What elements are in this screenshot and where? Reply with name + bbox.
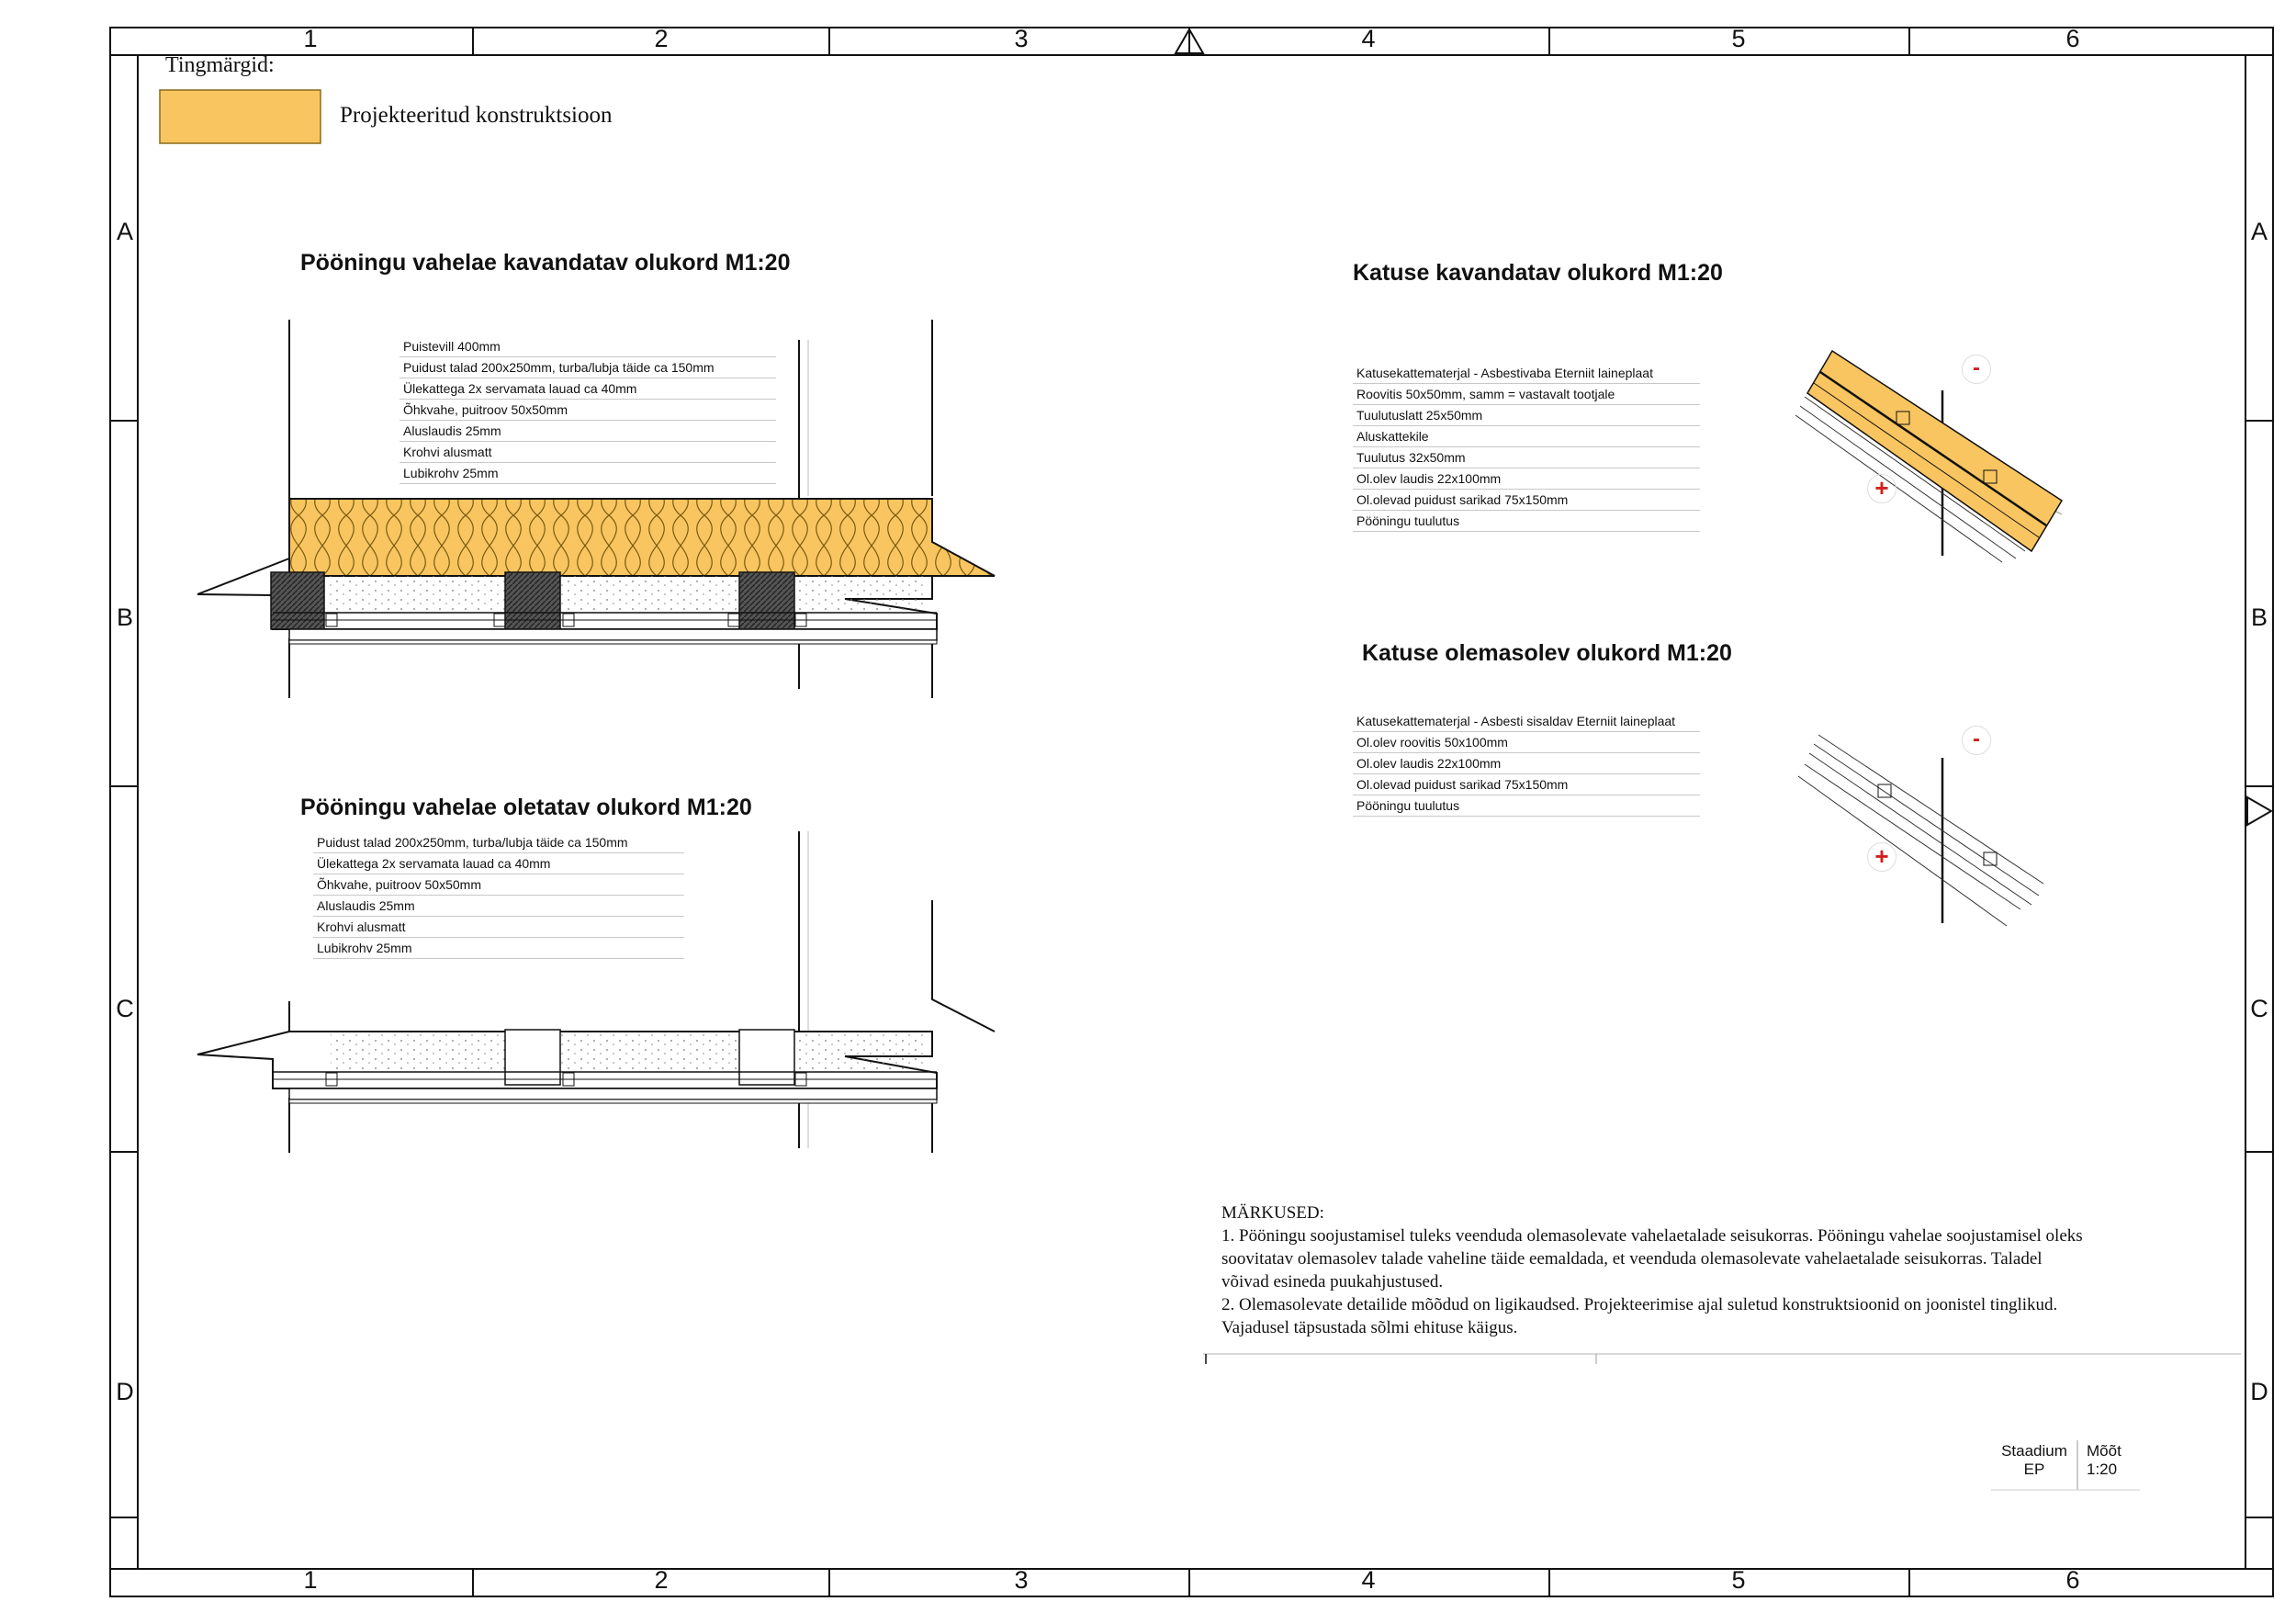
grid-col-bottom-4: 4 [1361, 1566, 1376, 1594]
stamp-stage-label: Staadium [2001, 1442, 2067, 1460]
roof-planned-title: Katuse kavandatav olukord M1:20 [1353, 260, 1723, 286]
grid-row-right-c: C [2250, 995, 2268, 1022]
notes-item-1: 1. Pööningu soojustamisel tuleks veenduda olemasolevate vahelaetalade seisukorras. Pööningu vahelae soojustamisel oleks soovitatav olemasolev talade vaheline täide eemaldada, et veenduda olemasolevate vahelaetalade seisukorras. Taladel võivad esineda puukahjustused. [1221, 1226, 2083, 1291]
layer-item: Katusekattematerjal - Asbesti sisaldav Eterniit laineplaat [1353, 711, 1700, 732]
layer-item: Ol.olev roovitis 50x100mm [1353, 732, 1700, 753]
layer-item: Aluslaudis 25mm [400, 421, 776, 442]
layer-item: Tuulutus 32x50mm [1353, 447, 1700, 468]
title-stamp [1991, 1438, 2138, 1494]
grid-col-top-6: 6 [2065, 25, 2080, 52]
roof-planned-minus-marker: - [1962, 355, 1991, 384]
notes-heading: MÄRKUSED: [1221, 1203, 1324, 1223]
roof-existing-drawing [1798, 735, 2043, 926]
grid-col-bottom-5: 5 [1731, 1566, 1746, 1594]
layer-item: Katusekattematerjal - Asbestivaba Eterniit laineplaat [1353, 363, 1700, 384]
ceiling-planned-layer-list [400, 336, 776, 484]
stamp-stage-value: EP [2023, 1460, 2045, 1478]
layer-item: Krohvi alusmatt [400, 442, 776, 463]
layer-item: Puistevill 400mm [400, 336, 776, 357]
notes-block [1221, 1201, 2085, 1339]
grid-col-bottom-1: 1 [303, 1566, 318, 1594]
grid-row-left-a: A [116, 218, 133, 245]
stamp-scale-value: 1:20 [2087, 1460, 2118, 1478]
grid-row-left-d: D [116, 1378, 134, 1405]
grid-col-bottom-3: 3 [1014, 1566, 1029, 1594]
layer-item: Aluslaudis 25mm [313, 896, 684, 917]
notes-item-2: 2. Olemasolevate detailide mõõdud on ligikaudsed. Projekteerimise ajal suletud konstruktsioonid on joonistel tinglikud. Vajadusel täpsustada sõlmi ehituse käigus. [1221, 1295, 2058, 1337]
grid-col-top-5: 5 [1731, 25, 1746, 52]
grid-row-right-a: A [2250, 218, 2268, 245]
legend-label: Projekteeritud konstruktsioon [340, 103, 613, 128]
grid-row-right-b: B [2250, 603, 2268, 631]
roof-existing-layer-list [1353, 711, 1700, 817]
ceiling-existing-layer-list [313, 832, 684, 959]
grid-row-right-d: D [2250, 1378, 2268, 1405]
stamp-scale-label: Mõõt [2087, 1442, 2122, 1460]
roof-existing-plus-marker: + [1867, 842, 1896, 872]
layer-item: Pööningu tuulutus [1353, 795, 1700, 817]
layer-item: Ülekattega 2x servamata lauad ca 40mm [313, 853, 684, 874]
layer-item: Ol.olevad puidust sarikad 75x150mm [1353, 490, 1700, 511]
layer-item: Ol.olevad puidust sarikad 75x150mm [1353, 774, 1700, 795]
grid-col-bottom-6: 6 [2065, 1566, 2080, 1594]
roof-planned-plus-marker: + [1867, 474, 1896, 503]
layer-item: Ülekattega 2x servamata lauad ca 40mm [400, 378, 776, 400]
layer-item: Lubikrohv 25mm [400, 463, 776, 484]
center-mark-right-icon [2247, 797, 2271, 825]
layer-item: Ol.olev laudis 22x100mm [1353, 753, 1700, 774]
roof-planned-layer-list [1353, 363, 1700, 532]
grid-col-top-4: 4 [1361, 25, 1376, 52]
layer-item: Puidust talad 200x250mm, turba/lubja täide ca 150mm [400, 357, 776, 378]
grid-col-bottom-2: 2 [654, 1566, 669, 1594]
grid-col-top-3: 3 [1014, 25, 1029, 52]
layer-item: Lubikrohv 25mm [313, 938, 684, 959]
roof-existing-minus-marker: - [1962, 726, 1991, 755]
grid-col-top-1: 1 [303, 25, 318, 52]
layer-item: Pööningu tuulutus [1353, 511, 1700, 532]
grid-col-top-2: 2 [654, 25, 669, 52]
layer-item: Aluskattekile [1353, 426, 1700, 447]
legend-swatch [160, 90, 321, 143]
grid-row-left-c: C [116, 995, 134, 1022]
layer-item: Krohvi alusmatt [313, 917, 684, 938]
layer-item: Puidust talad 200x250mm, turba/lubja täide ca 150mm [313, 832, 684, 853]
roof-planned-drawing [1795, 351, 2062, 562]
grid-row-left-b: B [116, 603, 133, 631]
ceiling-existing-title: Pööningu vahelae oletatav olukord M1:20 [300, 795, 752, 820]
legend-heading: Tingmärgid: [165, 53, 275, 77]
layer-item: Ol.olev laudis 22x100mm [1353, 468, 1700, 490]
layer-item: Roovitis 50x50mm, samm = vastavalt tootjale [1353, 384, 1700, 405]
layer-item: Õhkvahe, puitroov 50x50mm [400, 400, 776, 421]
ceiling-planned-title: Pööningu vahelae kavandatav olukord M1:20 [300, 250, 791, 276]
layer-item: Õhkvahe, puitroov 50x50mm [313, 874, 684, 896]
roof-existing-title: Katuse olemasolev olukord M1:20 [1362, 640, 1732, 666]
layer-item: Tuulutuslatt 25x50mm [1353, 405, 1700, 426]
